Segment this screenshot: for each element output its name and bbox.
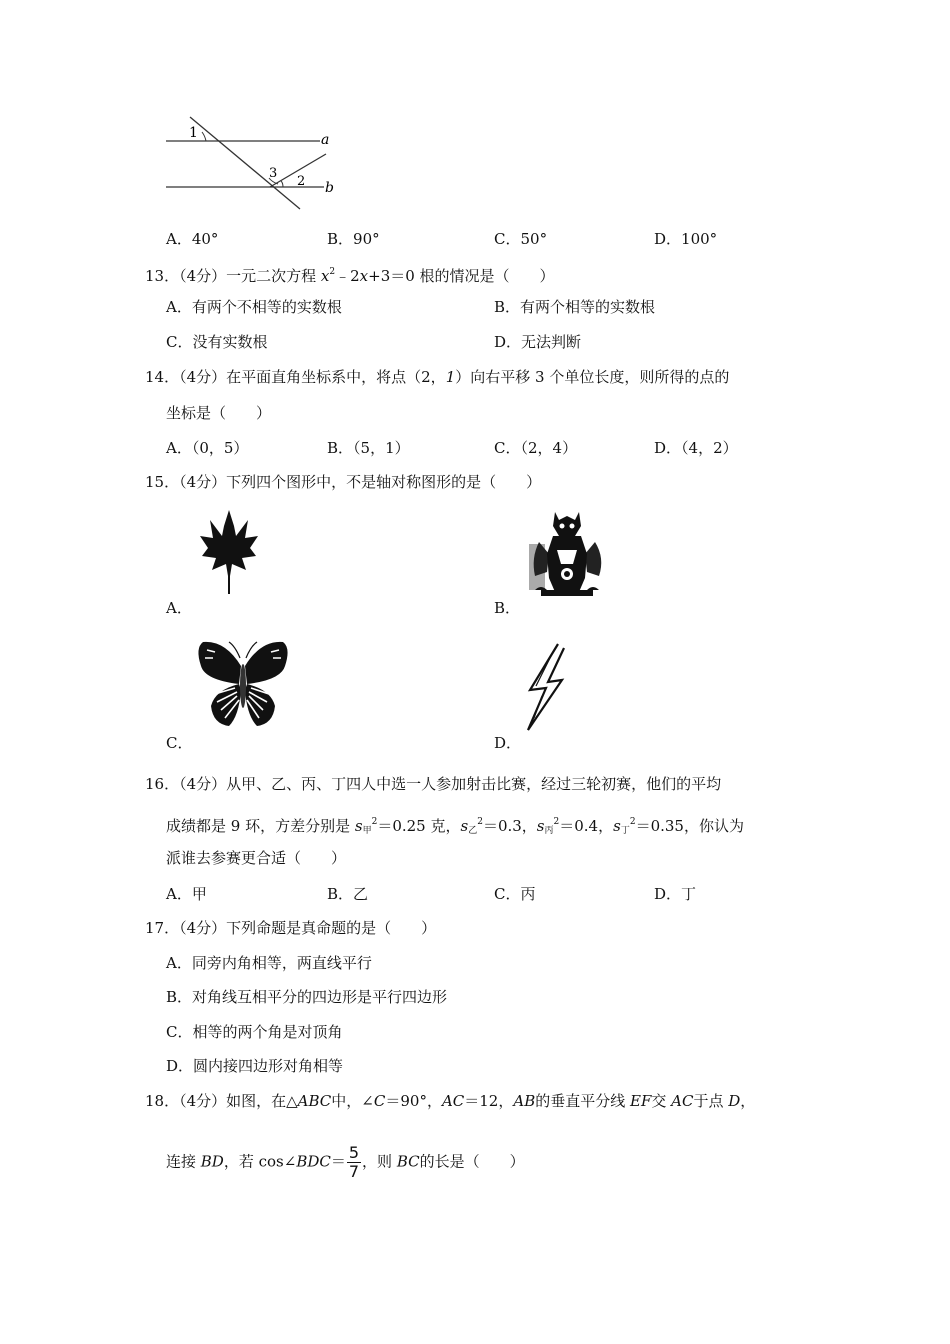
transversal-line [190, 117, 300, 209]
q17-option-d[interactable]: D．圆内接四边形对角相等 [166, 1057, 344, 1075]
q14-option-a[interactable]: A．（0，5） [166, 439, 249, 457]
q12-option-c[interactable]: C．50° [494, 230, 548, 248]
q16-option-b[interactable]: B．乙 [327, 885, 369, 903]
emblem-image[interactable] [525, 506, 609, 600]
q12-option-b[interactable]: B．90° [327, 230, 380, 248]
q14-option-b[interactable]: B．（5，1） [327, 439, 410, 457]
q15-option-c[interactable]: C． [166, 734, 193, 752]
q16-stem-line3: 派谁去参赛更合适（ ） [166, 849, 347, 867]
q13-option-d[interactable]: D．无法判断 [494, 333, 582, 351]
q14-stem-line2: 坐标是（ ） [166, 404, 272, 422]
angle-1-label: 1 [189, 125, 198, 141]
q16-option-c[interactable]: C．丙 [494, 885, 536, 903]
q13-option-b[interactable]: B．有两个相等的实数根 [494, 298, 656, 316]
butterfly-image[interactable] [195, 636, 291, 732]
q18-stem-line2: 连接 BD，若 cos∠BDC＝ $\frac{5}{7}$ ，则 BC的长是（ ） [166, 1143, 525, 1181]
q15-option-a[interactable]: A． [166, 599, 192, 617]
q14-option-d[interactable]: D．（4，2） [654, 439, 738, 457]
q15-option-d[interactable]: D． [494, 734, 522, 752]
q13-option-a[interactable]: A．有两个不相等的实数根 [166, 298, 342, 316]
q16-stem-line1: 16．（4分）从甲、乙、丙、丁四人中选一人参加射击比赛，经过三轮初赛，他们的平均 [145, 775, 722, 793]
angle-3-label: 3 [269, 166, 278, 181]
q17-option-b[interactable]: B．对角线互相平分的四边形是平行四边形 [166, 988, 448, 1006]
angle-2-arc [281, 181, 283, 187]
line-b-label: b [325, 180, 334, 196]
maple-leaf-image[interactable] [198, 506, 260, 598]
q15-option-b[interactable]: B． [494, 599, 521, 617]
angle-1-arc [202, 132, 206, 141]
fraction-5-7: $\frac{5}{7}$ [348, 1143, 360, 1181]
line-a-label: a [321, 132, 330, 148]
q17-option-c[interactable]: C．相等的两个角是对顶角 [166, 1023, 343, 1041]
q16-option-a[interactable]: A．甲 [166, 885, 207, 903]
q17-option-a[interactable]: A．同旁内角相等，两直线平行 [166, 954, 372, 972]
q14-stem-line1: 14．（4分）在平面直角坐标系中，将点（2，1）向右平移 3 个单位长度，则所得的点的 [145, 368, 730, 386]
q16-stem-line2: 成绩都是 9 环，方差分别是 $s_甲^2=0.25$ 克，$s_乙^2=0.3$，$s_丙^2=0.4$，$s_丁^2=0.35$，你认为 [166, 817, 744, 836]
q12-option-d[interactable]: D．100° [654, 230, 718, 248]
q16-option-d[interactable]: D．丁 [654, 885, 697, 903]
q17-stem: 17．（4分）下列命题是真命题的是（ ） [145, 919, 437, 937]
q12-option-a[interactable]: A．40° [166, 230, 219, 248]
q14-option-c[interactable]: C．（2，4） [494, 439, 578, 457]
lightning-bolt-image[interactable] [522, 640, 568, 734]
q13-stem: 13．（4分）一元二次方程 $x^2﹣2x+3=0$ 根的情况是（ ） [145, 267, 555, 285]
q13-option-c[interactable]: C．没有实数根 [166, 333, 268, 351]
angle-2-label: 2 [297, 174, 306, 189]
parallel-lines-figure [160, 112, 350, 214]
q15-stem: 15．（4分）下列四个图形中，不是轴对称图形的是（ ） [145, 473, 542, 491]
q18-stem-line1: 18．（4分）如图，在△ABC中，∠C＝90°，AC＝12，AB的垂直平分线 EF交 AC于点 D， [145, 1092, 756, 1110]
